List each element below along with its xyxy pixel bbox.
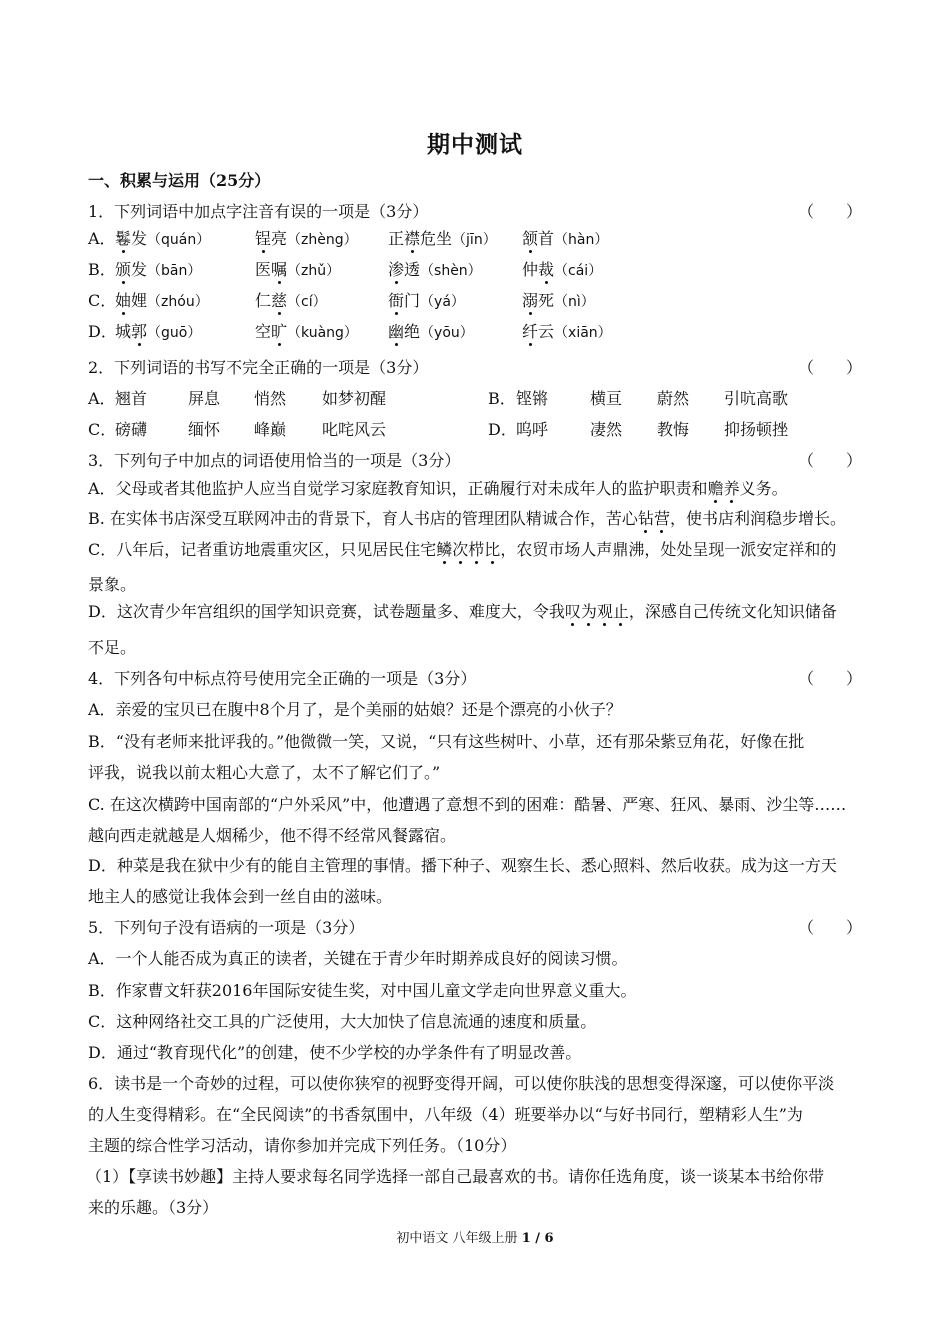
word-text: 城 [115,322,132,341]
dotted-term [708,479,740,498]
q2-word: 铿锵 [516,389,549,408]
footer-subject: 初中语文 八年级上册 [396,1231,522,1246]
question-5-option-c: C．这种网络社交工具的广泛使用，大大加快了信息流通的速度和质量。 [88,1012,597,1031]
q2-word: 缅怀 [188,420,221,439]
pinyin: （quán） [147,232,211,248]
q1-word-item [522,321,612,344]
dotted-char: 衙 [388,291,405,310]
dotted-char: 养 [723,479,740,498]
pinyin: （bān） [147,263,202,279]
q2-word: 屏息 [188,389,221,408]
question-3-option-d-cont: 不足。 [88,638,137,657]
dotted-char: 营 [653,509,670,528]
dotted-char: 鬈 [115,229,132,248]
dotted-char: 栉 [468,540,485,559]
dotted-char: 郭 [131,322,148,341]
dotted-term [638,509,670,528]
pinyin: （hàn） [554,232,609,248]
dotted-char: 纤 [522,322,539,341]
q2-option-label: C． [88,420,117,439]
word-text: 首 [538,229,555,248]
q2-word: 峰巅 [254,420,287,439]
pinyin: （nì） [554,294,595,310]
word-text: 云 [538,322,555,341]
dotted-char: 锃 [255,229,272,248]
dotted-char: 比 [484,540,501,559]
q2-option-label: A． [88,389,116,408]
question-3-option-c-cont: 景象。 [88,575,137,594]
pinyin: （cí） [287,294,327,310]
question-4-option-c: C. 在这次横跨中国南部的“户外采风”中，他遭遇了意想不到的困难：酷暑、严寒、狂风、暴雨、沙尘等…… [88,795,847,814]
q1-word-item [522,290,595,313]
pinyin: （xiān） [554,325,612,341]
question-3-option-d: D．这次青少年宫组织的国学知识竞赛，试卷题量多、难度大，令我叹为观止，深感自己传统文化知识储备 [88,602,837,621]
dotted-term [436,540,500,559]
q1-word-item [255,321,358,344]
dotted-char: 次 [452,540,469,559]
q2-word: 叱咤风云 [322,420,387,439]
question-5-option-a: A．一个人能否成为真正的读者，关键在于青少年时期养成良好的阅读习惯。 [88,949,628,968]
question-4-option-c-cont: 越向西走就越是人烟稀少，他不得不经常风餐露宿。 [88,826,457,845]
word-text: 死 [538,291,555,310]
word-text: 透 [404,260,421,279]
question-6-task-1-cont: 来的乐趣。（3分） [88,1198,219,1217]
pinyin: （yá） [420,294,465,310]
dotted-char: 颔 [522,229,539,248]
word-text: 发 [131,260,148,279]
q1-word-item [255,290,327,313]
q2-word: 教悔 [657,420,690,439]
question-3-option-b: B. 在实体书店深受互联网冲击的背景下，育人书店的管理团队精诚合作，苦心钻营，使书店利润稳步增长。 [88,509,846,528]
word-text: 空 [255,322,272,341]
question-3-option-a: A．父母或者其他监护人应当自觉学习家庭教育知识，正确履行对未成年人的监护职责和赡养义务。 [88,479,788,498]
q1-word-item [115,290,209,313]
page-footer [0,1227,950,1246]
word-text: 危坐 [420,229,453,248]
q1-option-label: A． [88,229,116,248]
dotted-char: 为 [580,602,597,621]
question-4-option-b: B．“没有老师来批评我的。”他微微一笑，又说，“只有这些树叶、小草，还有那朵紫豆角花，好像在批 [88,732,805,751]
pinyin: （kuàng） [287,325,358,341]
dotted-char: 钻 [637,509,654,528]
q1-word-item [115,228,210,251]
question-2-stem: 2．下列词语的书写不完全正确的一项是（3分） [88,358,429,377]
q2-word: 如梦初醒 [322,389,387,408]
word-text: 正 [388,229,405,248]
dotted-char: 止 [612,602,629,621]
pinyin: （jīn） [452,232,497,248]
q2-word: 悄然 [254,389,287,408]
q1-option-label: C． [88,291,117,310]
dotted-char: 慈 [271,291,288,310]
pinyin: （cái） [554,263,603,279]
dotted-char: 鳞 [436,540,453,559]
dotted-char: 渗 [388,260,405,279]
word-text: 医 [255,260,272,279]
q2-word: 蔚然 [657,389,690,408]
dotted-char: 妯 [115,291,132,310]
dotted-char: 裁 [538,260,555,279]
q2-word: 横亘 [590,389,623,408]
answer-blank-2[interactable]: （ ） [798,358,863,377]
word-text: 门 [404,291,421,310]
word-text: 发 [131,229,148,248]
q1-word-item [388,321,474,344]
q2-option-label: D． [488,420,517,439]
word-text: 仁 [255,291,272,310]
q1-word-item [388,259,482,282]
dotted-char: 幽 [388,322,405,341]
dotted-char: 襟 [404,229,421,248]
q2-word: 抑扬顿挫 [724,420,789,439]
q2-option-label: B． [488,389,516,408]
question-5-option-b: B．作家曹文轩获2016年国际安徒生奖，对中国儿童文学走向世界意义重大。 [88,981,637,1000]
word-text: 娌 [131,291,148,310]
q2-word: 引吭高歌 [724,389,789,408]
q2-word: 凄然 [590,420,623,439]
dotted-char: 溺 [522,291,539,310]
question-6-intro-3: 主题的综合性学习活动，请你参加并完成下列任务。（10分） [88,1136,517,1155]
pinyin: （zhóu） [147,294,209,310]
q2-word: 呜呼 [516,420,549,439]
q1-word-item [115,321,201,344]
question-4-option-d: D．种菜是我在狱中少有的能自主管理的事情。播下种子、观察生长、悉心照料、然后收获。成为这一方天 [88,856,837,875]
q1-word-item [388,228,497,251]
question-4-option-a: A．亲爱的宝贝已在腹中8个月了，是个美丽的姑娘？还是个漂亮的小伙子？ [88,700,622,719]
q1-word-item [388,290,465,313]
pinyin: （yōu） [420,325,474,341]
answer-blank-3[interactable]: （ ） [798,451,863,470]
pinyin: （shèn） [420,263,482,279]
question-5-stem: 5．下列句子没有语病的一项是（3分） [88,918,365,937]
question-6-task-1: （1）【享读书妙趣】主持人要求每名同学选择一部自己最喜欢的书。请你任选角度，谈一谈某本书给你带 [86,1167,825,1186]
answer-blank-5[interactable]: （ ） [798,918,863,937]
page-title: 期中测试 [427,131,523,158]
question-6-intro: 6．读书是一个奇妙的过程，可以使你狭窄的视野变得开阔，可以使你肤浅的思想变得深邃，可以使你平淡 [88,1074,835,1093]
pinyin: （zhèng） [287,232,358,248]
dotted-char: 叹 [564,602,581,621]
question-4-option-b-cont: 评我，说我以前太粗心大意了，太不了解它们了。” [88,763,441,782]
question-1-stem: 1．下列词语中加点字注音有误的一项是（3分） [88,202,429,221]
q1-word-item [255,228,358,251]
q1-word-item [522,259,602,282]
q1-word-item [115,259,201,282]
question-6-intro-2: 的人生变得精彩。在“全民阅读”的书香氛围中，八年级（4）班要举办以“与好书同行，塑精彩人生”为 [88,1105,803,1124]
word-text: 绝 [404,322,421,341]
word-text: 仲 [522,260,539,279]
word-text: 亮 [271,229,288,248]
q1-option-label: B． [88,260,116,279]
q1-option-label: D． [88,322,117,341]
page-number: 1 / 6 [521,1231,554,1246]
question-4-stem: 4．下列各句中标点符号使用完全正确的一项是（3分） [88,669,477,688]
dotted-char: 颁 [115,260,132,279]
answer-blank-4[interactable]: （ ） [798,669,863,688]
question-3-option-c: C．八年后，记者重访地震重灾区，只见居民住宅鳞次栉比，农贸市场人声鼎沸，处处呈现一派安定祥和的 [88,540,837,559]
q1-word-item [255,259,340,282]
dotted-char: 赡 [707,479,724,498]
dotted-char: 嘱 [271,260,288,279]
q2-word: 磅礴 [115,420,148,439]
question-4-option-d-cont: 地主人的感觉让我体会到一丝自由的滋味。 [88,887,393,906]
question-3-stem: 3．下列句子中加点的词语使用恰当的一项是（3分） [88,451,461,470]
dotted-char: 观 [596,602,613,621]
dotted-char: 旷 [271,322,288,341]
answer-blank-1[interactable]: （ ） [798,202,863,221]
pinyin: （zhǔ） [287,263,341,279]
question-5-option-d: D．通过“教育现代化”的创建，使不少学校的办学条件有了明显改善。 [88,1043,582,1062]
dotted-term [565,602,629,621]
q2-word: 翘首 [115,389,148,408]
q1-word-item [522,228,608,251]
section-heading: 一、积累与运用（25分） [88,171,271,190]
pinyin: （guō） [147,325,202,341]
